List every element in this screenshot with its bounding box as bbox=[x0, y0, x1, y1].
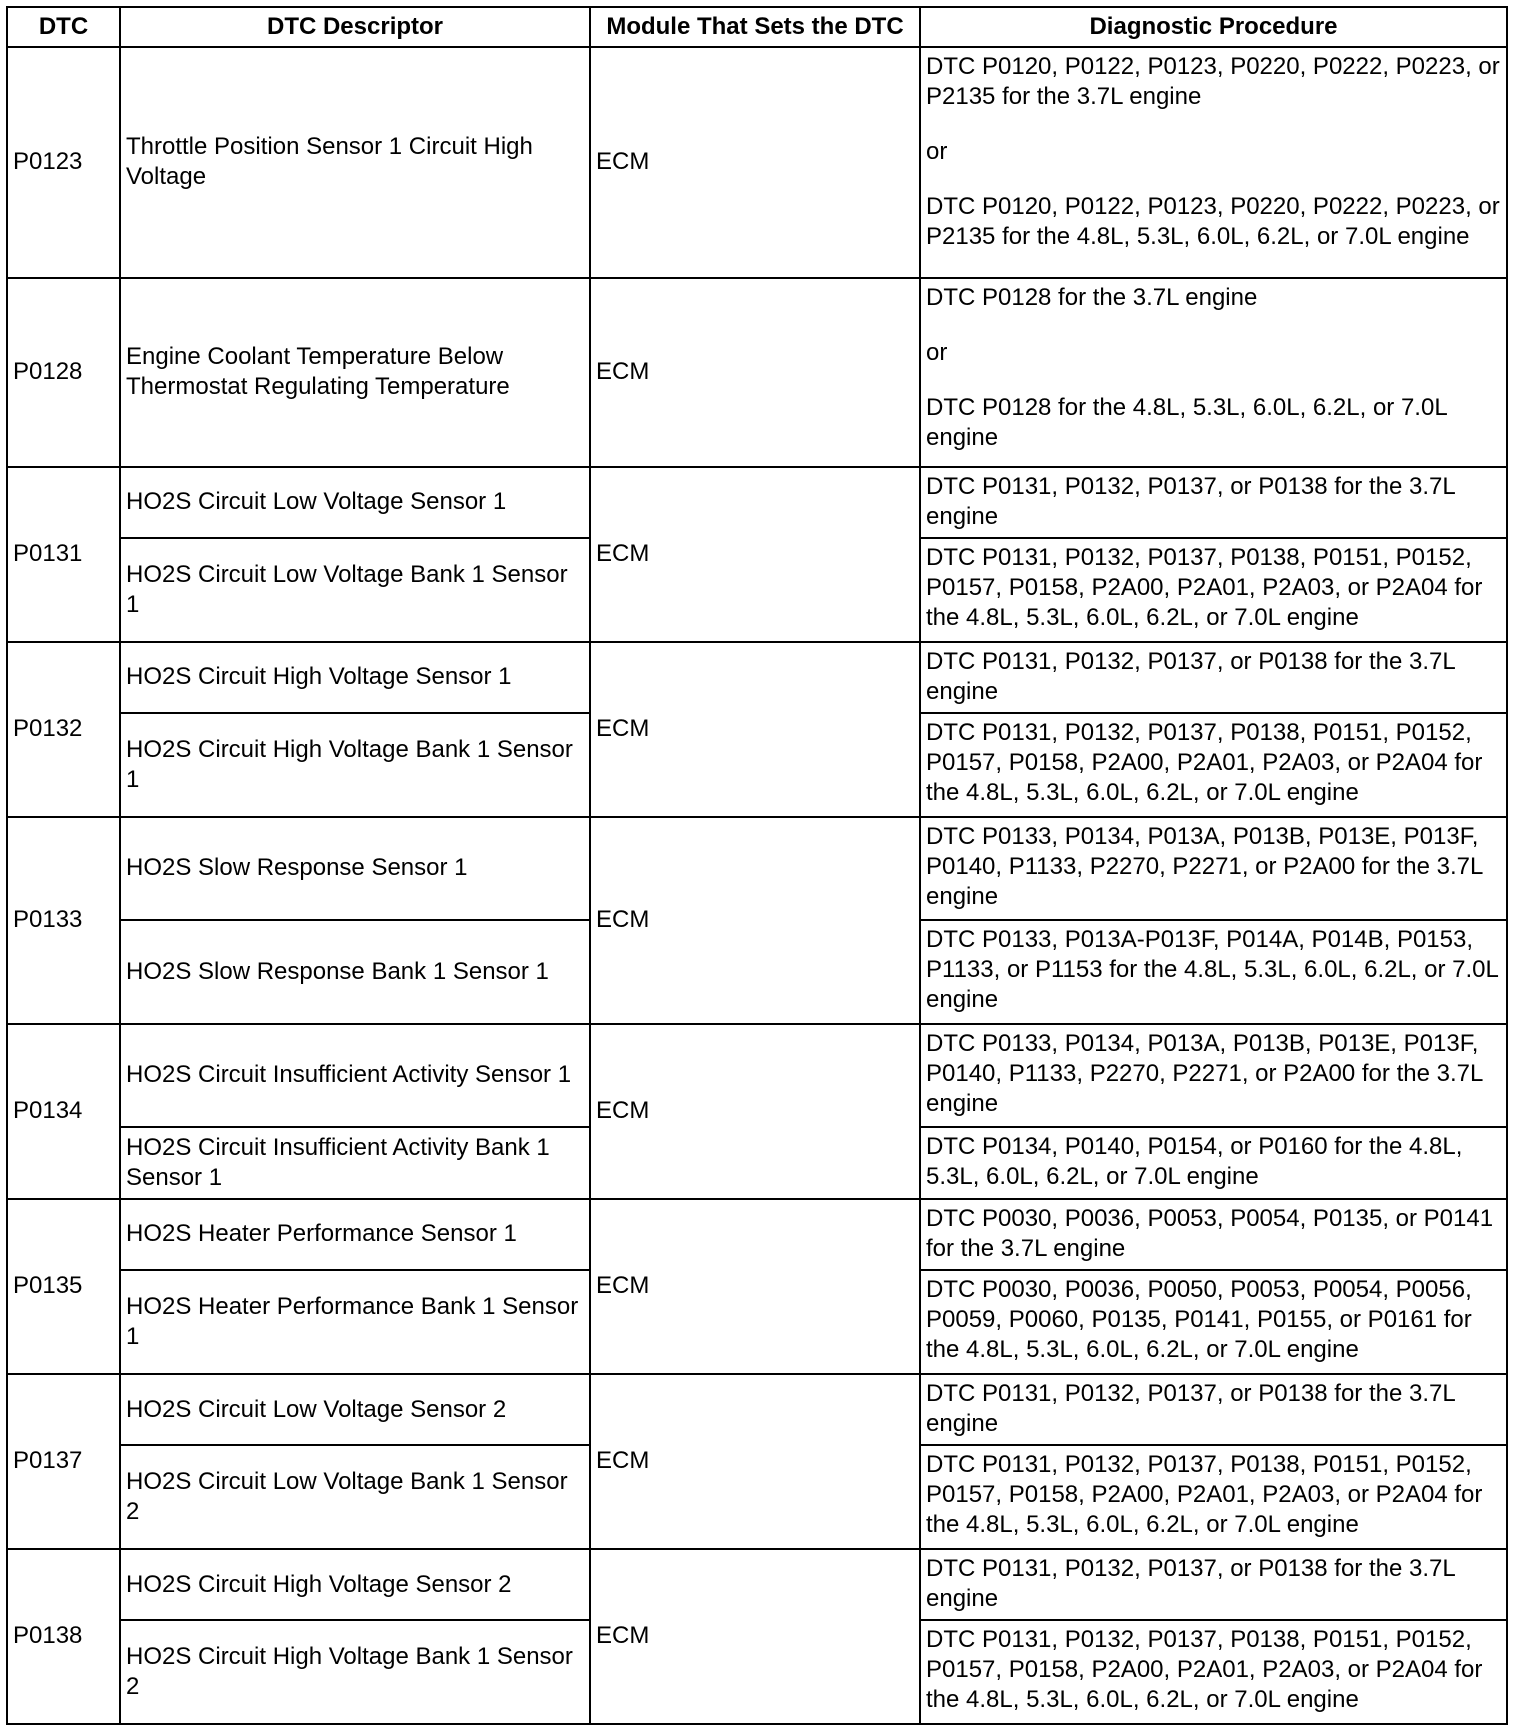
table-row bbox=[7, 1024, 1507, 1128]
diagnostic-procedure-cell bbox=[920, 713, 1507, 817]
procedure-text: DTC P0134, P0140, P0154, or P0160 for the 4.8L, 5.3L, 6.0L, 6.2L, or 7.0L engine bbox=[926, 1133, 1463, 1191]
diagnostic-procedure-cell bbox=[920, 278, 1507, 467]
procedure-text: DTC P0131, P0132, P0137, or P0138 for the 3.7L engine bbox=[926, 1379, 1455, 1437]
diagnostic-procedure-cell bbox=[920, 1445, 1507, 1549]
procedure-text: or bbox=[926, 138, 948, 165]
dtc-code-cell: P0128 bbox=[7, 278, 120, 467]
dtc-descriptor-cell: HO2S Circuit Low Voltage Sensor 1 bbox=[120, 467, 590, 539]
paragraph-gap bbox=[926, 167, 1503, 192]
dtc-code-cell: P0123 bbox=[7, 47, 120, 278]
dtc-descriptor-cell: Throttle Position Sensor 1 Circuit High Voltage bbox=[120, 47, 590, 278]
dtc-descriptor-cell: HO2S Circuit Insufficient Activity Bank 1 Sensor 1 bbox=[120, 1127, 590, 1199]
procedure-text: DTC P0030, P0036, P0050, P0053, P0054, P0056, P0059, P0060, P0135, P0141, P0155, or P0161 for the 4.8L, 5.3L, 6.0L, 6.2L, or 7.0L engine bbox=[926, 1276, 1472, 1364]
table-row bbox=[7, 642, 1507, 714]
diagnostic-procedure-cell bbox=[920, 642, 1507, 714]
paragraph-gap bbox=[926, 313, 1503, 338]
module-cell: ECM bbox=[590, 1199, 920, 1374]
procedure-text: DTC P0120, P0122, P0123, P0220, P0222, P0223, or P2135 for the 3.7L engine bbox=[926, 53, 1500, 110]
table-row bbox=[7, 817, 1507, 921]
diagnostic-procedure-cell bbox=[920, 47, 1507, 278]
diagnostic-procedure-cell bbox=[920, 467, 1507, 539]
module-cell: ECM bbox=[590, 817, 920, 1024]
procedure-text: DTC P0131, P0132, P0137, P0138, P0151, P0152, P0157, P0158, P2A00, P2A01, P2A03, or P2A04 for the 4.8L, 5.3L, 6.0L, 6.2L, or 7.0L engine bbox=[926, 1451, 1483, 1539]
procedure-text: DTC P0120, P0122, P0123, P0220, P0222, P0223, or P2135 for the 4.8L, 5.3L, 6.0L, 6.2L, or 7.0L engine bbox=[926, 193, 1500, 250]
diagnostic-procedure-cell bbox=[920, 1199, 1507, 1271]
header-row bbox=[7, 7, 1507, 47]
header-descriptor: DTC Descriptor bbox=[120, 7, 590, 47]
diagnostic-procedure-cell bbox=[920, 1549, 1507, 1621]
dtc-descriptor-cell: HO2S Circuit Low Voltage Bank 1 Sensor 2 bbox=[120, 1445, 590, 1549]
dtc-table bbox=[6, 6, 1508, 1725]
module-cell: ECM bbox=[590, 47, 920, 278]
procedure-text: or bbox=[926, 338, 948, 366]
diagnostic-procedure-cell bbox=[920, 1024, 1507, 1128]
dtc-descriptor-cell: HO2S Slow Response Sensor 1 bbox=[120, 817, 590, 921]
procedure-text: DTC P0131, P0132, P0137, P0138, P0151, P0152, P0157, P0158, P2A00, P2A01, P2A03, or P2A04 for the 4.8L, 5.3L, 6.0L, 6.2L, or 7.0L engine bbox=[926, 544, 1483, 632]
procedure-text: DTC P0131, P0132, P0137, or P0138 for the 3.7L engine bbox=[926, 1554, 1455, 1612]
diagnostic-procedure-cell bbox=[920, 1374, 1507, 1446]
table-row bbox=[7, 1199, 1507, 1271]
table-row bbox=[7, 1374, 1507, 1446]
diagnostic-procedure-cell bbox=[920, 1620, 1507, 1724]
table-row bbox=[7, 47, 1507, 278]
module-cell: ECM bbox=[590, 467, 920, 642]
dtc-code-cell: P0137 bbox=[7, 1374, 120, 1549]
diagnostic-procedure-cell bbox=[920, 817, 1507, 921]
table-row bbox=[7, 278, 1507, 467]
dtc-descriptor-cell: HO2S Circuit High Voltage Sensor 2 bbox=[120, 1549, 590, 1621]
table-row bbox=[7, 467, 1507, 539]
dtc-code-cell: P0132 bbox=[7, 642, 120, 817]
procedure-text: DTC P0131, P0132, P0137, P0138, P0151, P0152, P0157, P0158, P2A00, P2A01, P2A03, or P2A04 for the 4.8L, 5.3L, 6.0L, 6.2L, or 7.0L engine bbox=[926, 1626, 1483, 1714]
paragraph-gap bbox=[926, 368, 1503, 393]
dtc-descriptor-cell: HO2S Circuit High Voltage Bank 1 Sensor 1 bbox=[120, 713, 590, 817]
dtc-code-cell: P0134 bbox=[7, 1024, 120, 1199]
header-procedure: Diagnostic Procedure bbox=[920, 7, 1507, 47]
dtc-code-cell: P0133 bbox=[7, 817, 120, 1024]
dtc-descriptor-cell: HO2S Circuit Insufficient Activity Sensor 1 bbox=[120, 1024, 590, 1128]
procedure-text: DTC P0131, P0132, P0137, P0138, P0151, P0152, P0157, P0158, P2A00, P2A01, P2A03, or P2A04 for the 4.8L, 5.3L, 6.0L, 6.2L, or 7.0L engine bbox=[926, 719, 1483, 807]
dtc-descriptor-cell: HO2S Heater Performance Bank 1 Sensor 1 bbox=[120, 1270, 590, 1374]
dtc-code-cell: P0135 bbox=[7, 1199, 120, 1374]
dtc-descriptor-cell: Engine Coolant Temperature Below Thermostat Regulating Temperature bbox=[120, 278, 590, 467]
header-dtc: DTC bbox=[7, 7, 120, 47]
dtc-code-cell: P0138 bbox=[7, 1549, 120, 1724]
module-cell: ECM bbox=[590, 278, 920, 467]
diagnostic-procedure-cell bbox=[920, 1127, 1507, 1199]
diagnostic-procedure-cell bbox=[920, 538, 1507, 642]
table-row bbox=[7, 1549, 1507, 1621]
table-body bbox=[7, 47, 1507, 1724]
dtc-descriptor-cell: HO2S Heater Performance Sensor 1 bbox=[120, 1199, 590, 1271]
diagnostic-procedure-cell bbox=[920, 920, 1507, 1024]
module-cell: ECM bbox=[590, 1549, 920, 1724]
header-module: Module That Sets the DTC bbox=[590, 7, 920, 47]
procedure-text: DTC P0131, P0132, P0137, or P0138 for the 3.7L engine bbox=[926, 647, 1455, 705]
procedure-text: DTC P0131, P0132, P0137, or P0138 for the 3.7L engine bbox=[926, 472, 1455, 530]
procedure-text: DTC P0133, P013A-P013F, P014A, P014B, P0153, P1133, or P1153 for the 4.8L, 5.3L, 6.0L, 6.2L, or 7.0L engine bbox=[926, 926, 1498, 1014]
paragraph-gap bbox=[926, 112, 1503, 137]
dtc-code-cell: P0131 bbox=[7, 467, 120, 642]
dtc-descriptor-cell: HO2S Circuit High Voltage Sensor 1 bbox=[120, 642, 590, 714]
procedure-text: DTC P0128 for the 3.7L engine bbox=[926, 283, 1258, 311]
procedure-text: DTC P0133, P0134, P013A, P013B, P013E, P013F, P0140, P1133, P2270, P2271, or P2A00 for the 3.7L engine bbox=[926, 822, 1483, 910]
dtc-descriptor-cell: HO2S Circuit High Voltage Bank 1 Sensor 2 bbox=[120, 1620, 590, 1724]
procedure-text: DTC P0133, P0134, P013A, P013B, P013E, P013F, P0140, P1133, P2270, P2271, or P2A00 for the 3.7L engine bbox=[926, 1029, 1483, 1117]
module-cell: ECM bbox=[590, 642, 920, 817]
module-cell: ECM bbox=[590, 1024, 920, 1199]
diagnostic-procedure-cell bbox=[920, 1270, 1507, 1374]
dtc-descriptor-cell: HO2S Circuit Low Voltage Bank 1 Sensor 1 bbox=[120, 538, 590, 642]
procedure-text: DTC P0030, P0036, P0053, P0054, P0135, or P0141 for the 3.7L engine bbox=[926, 1204, 1494, 1262]
procedure-text: DTC P0128 for the 4.8L, 5.3L, 6.0L, 6.2L, or 7.0L engine bbox=[926, 393, 1447, 451]
module-cell: ECM bbox=[590, 1374, 920, 1549]
dtc-descriptor-cell: HO2S Circuit Low Voltage Sensor 2 bbox=[120, 1374, 590, 1446]
dtc-descriptor-cell: HO2S Slow Response Bank 1 Sensor 1 bbox=[120, 920, 590, 1024]
